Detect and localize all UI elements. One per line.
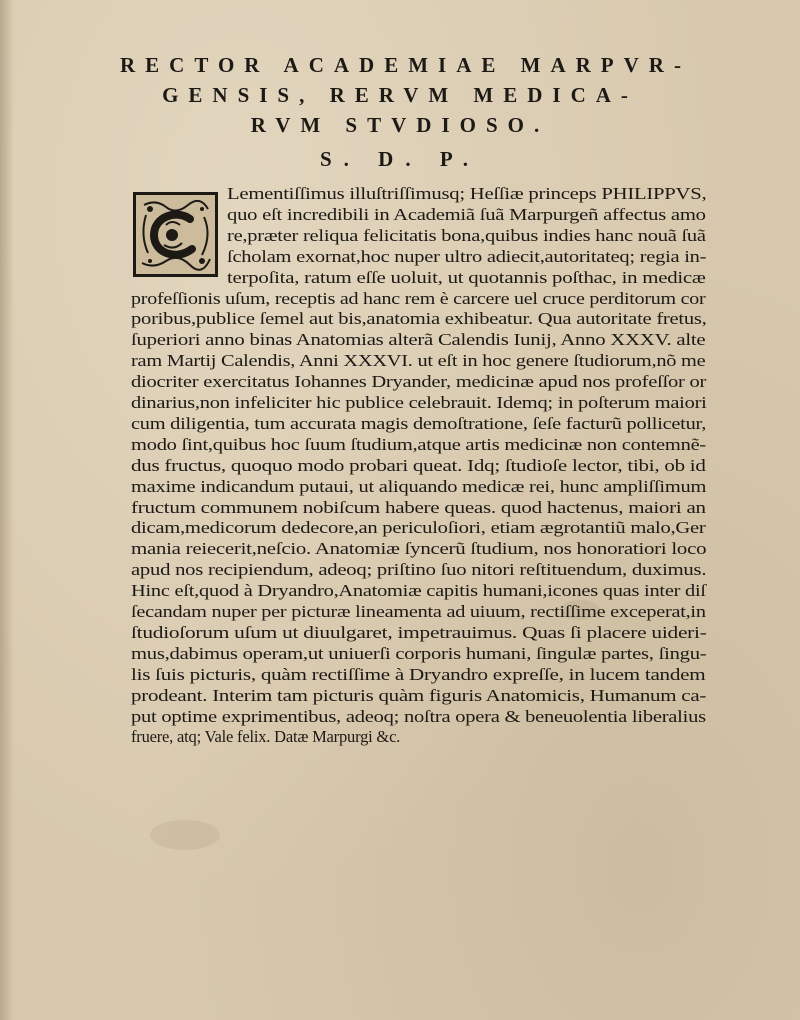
body-line: poribus,publice ſemel aut bis,anatomia exhibeatur. Qua autoritate fretus, <box>131 309 707 329</box>
body-line: dus fructus, quoquo modo probari queat. Idq; ſtudioſe lector, tibi, ob id <box>131 455 706 475</box>
heading-line-1: RECTOR ACADEMIAE MARPVR- <box>120 53 691 77</box>
body-line: dicam,medicorum dedecore,an periculoſiori, etiam ægrotantiũ malo,Ger <box>131 518 706 538</box>
body-line: modo ſint,quibus hoc ſuum ſtudium,atque artis medicinæ non contemnẽ- <box>131 434 706 454</box>
body-line: terpoſita, ratum eſſe uoluit, ut quotannis poſthac, in medicæ <box>227 267 706 287</box>
body-line: ſecandam nuper per picturæ lineamenta ad uiuum, rectiſſime exceperat,in <box>131 602 706 621</box>
letter-heading <box>120 50 691 140</box>
body-line: cum diligentia, tum accurata magis demoſtratione, ſeſe facturũ pollicetur, <box>131 413 707 433</box>
body-line: dinarius,non infeliciter hic publice celebrauit. Idemq; in poſterum maiori <box>131 393 707 412</box>
salutation: S. D. P. <box>320 147 480 171</box>
paper-stain <box>150 820 220 850</box>
decorated-initial-c <box>133 192 218 277</box>
body-line: re,præter reliqua felicitatis bona,quibus indies hanc nouã ſuã <box>227 225 706 245</box>
body-line: put optime exprimentibus, adeoq; noſtra opera & beneuolentia liberalius <box>131 706 706 726</box>
ornament-initial-icon <box>136 195 215 274</box>
body-line: diocriter exercitatus Iohannes Dryander, medicinæ apud nos profeſſor or <box>131 372 707 392</box>
heading-line-3: RVM STVDIOSO. <box>250 113 550 137</box>
body-line: Lementiſſimus illuſtriſſimusq; Heſſiæ princeps PHILIPPVS, <box>227 184 707 203</box>
body-line: quo eſt incredibili in Academiã ſuã Marpurgeñ affectus amo <box>227 204 706 224</box>
body-line: mania reiecerit,neſcio. Anatomiæ ſyncerũ ſtudium, nos honoratiori loco <box>131 539 707 559</box>
body-line: Hinc eſt,quod à Dryandro,Anatomiæ capitis humani,icones quas inter diſ <box>131 581 706 601</box>
body-line: prodeant. Interim tam picturis quàm figuris Anatomicis, Humanum ca- <box>131 685 707 705</box>
body-line: fruere, atq; Vale felix. Datæ Marpurgi &c. <box>131 727 401 747</box>
body-line: ſuperiori anno binas Anatomias alterã Calendis Iunij, Anno XXXV. alte <box>131 330 706 350</box>
body-line: profeſſionis uſum, receptis ad hanc rem è carcere uel cruce perditorum cor <box>131 288 706 308</box>
body-line: mus,dabimus operam,ut uniuerſi corporis humani, ſingulæ partes, ſingu- <box>131 643 707 663</box>
body-line: ſtudioſorum uſum ut diuulgaret, impetrauimus. Quas ſi placere uideri- <box>131 622 707 642</box>
heading-line-2: GENSIS, RERVM MEDICA- <box>162 83 638 107</box>
body-line: apud nos recipiendum, adeoq; priſtino ſuo nitori reſtituendum, duximus. <box>131 560 707 580</box>
body-line: ſcholam exornat,hoc nuper ultro adiecit,autoritateq; regia in- <box>227 246 707 266</box>
body-line: fructum communem nobiſcum habere queas. quod hactenus, maiori an <box>131 497 706 517</box>
body-line: maxime indicandum putaui, ut aliquando medicæ rei, hunc ampliſſimum <box>131 476 707 496</box>
body-line: ram Martij Calendis, Anni XXXVI. ut eſt in hoc genere ſtudiorum,nõ me <box>131 351 706 371</box>
body-line: lis ſuis picturis, quàm rectiſſime à Dryandro expreſſe, in lucem tandem <box>131 664 706 684</box>
